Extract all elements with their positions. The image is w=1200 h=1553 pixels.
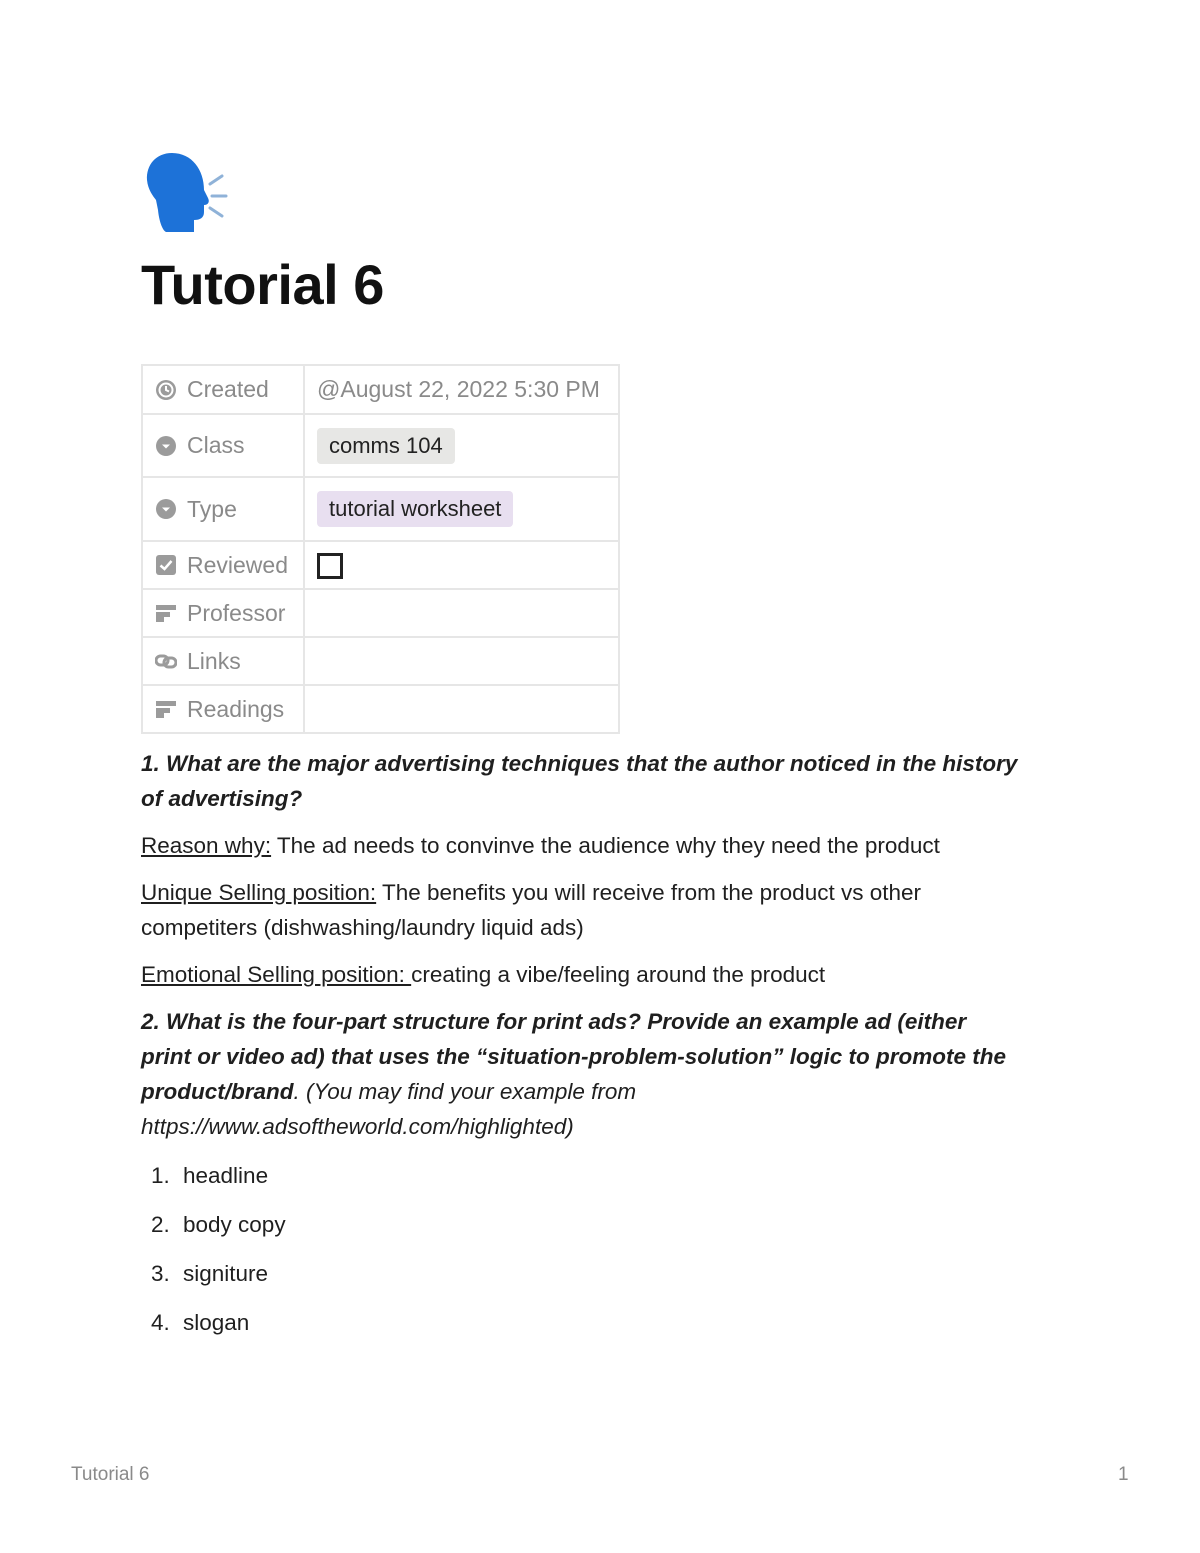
answer-label: Reason why: bbox=[141, 833, 272, 858]
clock-icon bbox=[155, 379, 177, 401]
property-key bbox=[142, 477, 304, 541]
property-key-label: Type bbox=[187, 495, 237, 522]
properties-table bbox=[141, 364, 620, 734]
list-item bbox=[141, 1157, 1071, 1193]
list-text: headline bbox=[183, 1162, 269, 1188]
answer-label: Unique Selling position: bbox=[141, 880, 377, 905]
answer-emotional-selling bbox=[141, 957, 1071, 992]
list-item bbox=[141, 1206, 1071, 1242]
question-2-line: . (You may find your example from bbox=[293, 1079, 637, 1104]
property-key-label: Reviewed bbox=[187, 551, 288, 578]
question-1 bbox=[141, 746, 1071, 816]
select-icon bbox=[155, 435, 177, 457]
checkbox-property-icon bbox=[155, 554, 177, 576]
property-key-label: Professor bbox=[187, 599, 286, 626]
property-key bbox=[142, 365, 304, 414]
question-2-line: 2. What is the four-part structure for print ads? Provide an example ad (either bbox=[141, 1009, 967, 1034]
property-value-professor[interactable] bbox=[304, 589, 619, 637]
property-key bbox=[142, 414, 304, 477]
property-row-links[interactable] bbox=[142, 637, 619, 685]
answer-text: The ad needs to convinve the audience why they need the product bbox=[271, 833, 940, 858]
question-2-line: print or video ad) that uses the “situation-problem-solution” logic to promote the bbox=[141, 1044, 1007, 1069]
list-item bbox=[141, 1304, 1071, 1340]
reviewed-checkbox[interactable] bbox=[317, 553, 343, 579]
answer-text: creating a vibe/feeling around the product bbox=[411, 962, 826, 987]
four-part-list bbox=[141, 1157, 1071, 1340]
list-text: body copy bbox=[183, 1211, 286, 1237]
property-row-class[interactable] bbox=[142, 414, 619, 477]
class-tag[interactable]: comms 104 bbox=[317, 428, 455, 464]
example-link[interactable]: https://www.adsoftheworld.com/highlighted) bbox=[141, 1114, 574, 1139]
property-value-class[interactable] bbox=[304, 414, 619, 477]
property-row-created[interactable] bbox=[142, 365, 619, 414]
footer-title: Tutorial 6 bbox=[71, 1464, 150, 1485]
property-key-label: Created bbox=[187, 376, 269, 402]
answer-text: competiters (dishwashing/laundry liquid ads) bbox=[141, 915, 584, 940]
link-icon bbox=[155, 650, 177, 672]
select-icon bbox=[155, 498, 177, 520]
question-2-line: product/brand bbox=[141, 1079, 294, 1104]
text-lines-icon bbox=[155, 698, 177, 720]
text-lines-icon bbox=[155, 602, 177, 624]
page-content bbox=[141, 746, 1071, 1340]
answer-reason-why bbox=[141, 828, 1071, 863]
property-value-type[interactable] bbox=[304, 477, 619, 541]
property-key bbox=[142, 541, 304, 589]
property-value-created[interactable]: @August 22, 2022 5:30 PM bbox=[304, 365, 619, 414]
property-row-professor[interactable] bbox=[142, 589, 619, 637]
property-key-label: Readings bbox=[187, 695, 285, 722]
speaking-head-icon[interactable] bbox=[142, 150, 228, 236]
property-key bbox=[142, 637, 304, 685]
property-key-label: Links bbox=[187, 647, 241, 674]
property-row-readings[interactable] bbox=[142, 685, 619, 733]
question-1-line: of advertising? bbox=[141, 786, 303, 811]
list-text: slogan bbox=[183, 1309, 250, 1335]
property-row-type[interactable] bbox=[142, 477, 619, 541]
question-2 bbox=[141, 1004, 1071, 1144]
list-number: 3. bbox=[151, 1260, 170, 1286]
list-text: signiture bbox=[183, 1260, 269, 1286]
list-number: 4. bbox=[151, 1309, 170, 1335]
footer-page-number: 1 bbox=[1118, 1464, 1129, 1485]
property-value-links[interactable] bbox=[304, 637, 619, 685]
page-title: Tutorial 6 bbox=[141, 253, 384, 316]
type-tag[interactable]: tutorial worksheet bbox=[317, 491, 513, 527]
answer-unique-selling bbox=[141, 875, 1071, 945]
answer-text: The benefits you will receive from the product vs other bbox=[376, 880, 922, 905]
list-item bbox=[141, 1255, 1071, 1291]
property-value-reviewed[interactable] bbox=[304, 541, 619, 589]
list-number: 1. bbox=[151, 1162, 170, 1188]
property-key-label: Class bbox=[187, 432, 245, 458]
property-key bbox=[142, 589, 304, 637]
answer-label: Emotional Selling position: bbox=[141, 962, 412, 987]
list-number: 2. bbox=[151, 1211, 170, 1237]
property-row-reviewed[interactable] bbox=[142, 541, 619, 589]
question-1-line: 1. What are the major advertising techniques that the author noticed in the history bbox=[141, 751, 1018, 776]
property-key bbox=[142, 685, 304, 733]
property-value-readings[interactable] bbox=[304, 685, 619, 733]
